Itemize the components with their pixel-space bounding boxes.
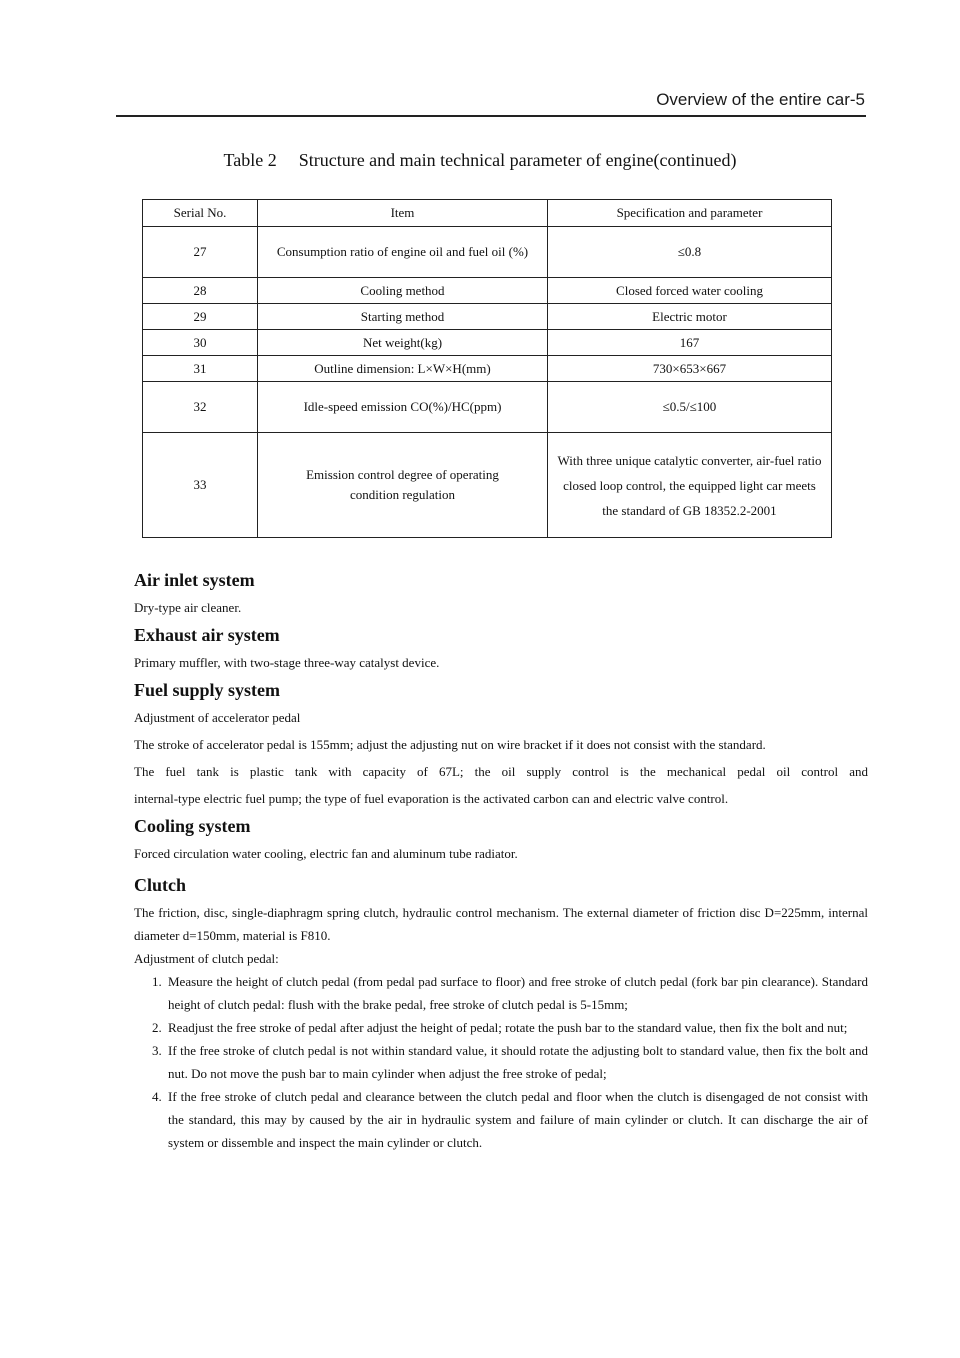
column-header-spec: Specification and parameter: [548, 200, 832, 227]
table-row: [143, 433, 832, 538]
heading-exhaust: Exhaust air system: [134, 625, 280, 645]
clutch-steps: [134, 970, 868, 1154]
cell-serial: 32: [143, 382, 258, 433]
table-row: [143, 278, 832, 304]
cooling-text: Forced circulation water cooling, electric fan and aluminum tube radiator.: [134, 846, 518, 861]
list-item: 1. Measure the height of clutch pedal (from pedal pad surface to floor) and free stroke of clutch pedal (fork bar pin clearance). Standard height of clutch pedal: flush with the brake pedal, free stroke of clutch pedal is 5-15mm;: [152, 974, 868, 1012]
clutch-description: The friction, disc, single-diaphragm spring clutch, hydraulic control mechanism. The external diameter of friction disc D=225mm, internal diameter d=150mm, material is F810.: [134, 905, 868, 943]
cell-serial: 28: [143, 278, 258, 304]
table-row: [143, 382, 832, 433]
table-row: [143, 356, 832, 382]
cell-spec: ≤0.8: [548, 227, 832, 278]
table-caption-text: Structure and main technical parameter of engine(continued): [298, 150, 737, 170]
cell-spec: With three unique catalytic converter, air-fuel ratio closed loop control, the equipped light car meets the standard of GB 18352.2-2001: [548, 433, 832, 538]
fuel-adjustment-label: Adjustment of accelerator pedal: [134, 710, 301, 725]
table-row: [143, 227, 832, 278]
list-item: 4. If the free stroke of clutch pedal and clearance between the clutch pedal and floor when the clutch is disengaged de not consist with the standard, this may by caused by the air in hydraulic system and failure of main cylinder or clutch. It can discharge the air of system or dissemble and inspect the main cylinder or clutch.: [152, 1089, 868, 1150]
cell-spec: 167: [548, 330, 832, 356]
cell-item: Emission control degree of operating condition regulation: [258, 433, 548, 538]
spec-table: [142, 199, 832, 538]
cell-spec: Electric motor: [548, 304, 832, 330]
cell-serial: 31: [143, 356, 258, 382]
fuel-tank-text-line2: internal-type electric fuel pump; the type of fuel evaporation is the activated carbon can and electric valve control.: [134, 791, 729, 806]
heading-clutch: Clutch: [134, 875, 187, 895]
heading-cooling: Cooling system: [134, 816, 251, 836]
fuel-accelerator-text: The stroke of accelerator pedal is 155mm; adjust the adjusting nut on wire bracket if it does not consist with the standard.: [134, 737, 766, 752]
page-body: [134, 566, 868, 1154]
column-header-item: Item: [258, 200, 548, 227]
clutch-adjustment-label: Adjustment of clutch pedal:: [134, 951, 279, 966]
cell-serial: 30: [143, 330, 258, 356]
heading-fuel-supply: Fuel supply system: [134, 680, 281, 700]
air-inlet-text: Dry-type air cleaner.: [134, 600, 242, 615]
table-row: [143, 304, 832, 330]
table-row: [143, 330, 832, 356]
cell-serial: 29: [143, 304, 258, 330]
cell-item: Starting method: [258, 304, 548, 330]
cell-item: Outline dimension: L×W×H(mm): [258, 356, 548, 382]
heading-air-inlet: Air inlet system: [134, 570, 255, 590]
table-caption: [0, 150, 960, 171]
cell-item: Cooling method: [258, 278, 548, 304]
cell-item: Consumption ratio of engine oil and fuel oil (%): [258, 227, 548, 278]
cell-spec: 730×653×667: [548, 356, 832, 382]
cell-serial: 27: [143, 227, 258, 278]
fuel-tank-text-line1: The fuel tank is plastic tank with capacity of 67L; the oil supply control is the mechanical pedal oil control and: [134, 764, 868, 779]
exhaust-text: Primary muffler, with two-stage three-way catalyst device.: [134, 655, 440, 670]
column-header-serial: Serial No.: [143, 200, 258, 227]
clutch-block: [134, 901, 868, 1154]
cell-item: Idle-speed emission CO(%)/HC(ppm): [258, 382, 548, 433]
list-item: 3. If the free stroke of clutch pedal is not within standard value, it should rotate the adjusting bolt to standard value, then fix the bolt and nut. Do not move the push bar to main cylinder when adjust the free stroke of pedal;: [152, 1043, 868, 1081]
table-header-row: [143, 200, 832, 227]
cell-serial: 33: [143, 433, 258, 538]
table-caption-number: Table 2: [223, 150, 277, 170]
list-item: 2. Readjust the free stroke of pedal after adjust the height of pedal; rotate the push bar to the standard value, then fix the bolt and nut;: [152, 1020, 848, 1035]
running-header: Overview of the entire car-5: [656, 90, 865, 109]
header-rule: [116, 115, 866, 117]
cell-spec: ≤0.5/≤100: [548, 382, 832, 433]
cell-spec: Closed forced water cooling: [548, 278, 832, 304]
cell-item: Net weight(kg): [258, 330, 548, 356]
